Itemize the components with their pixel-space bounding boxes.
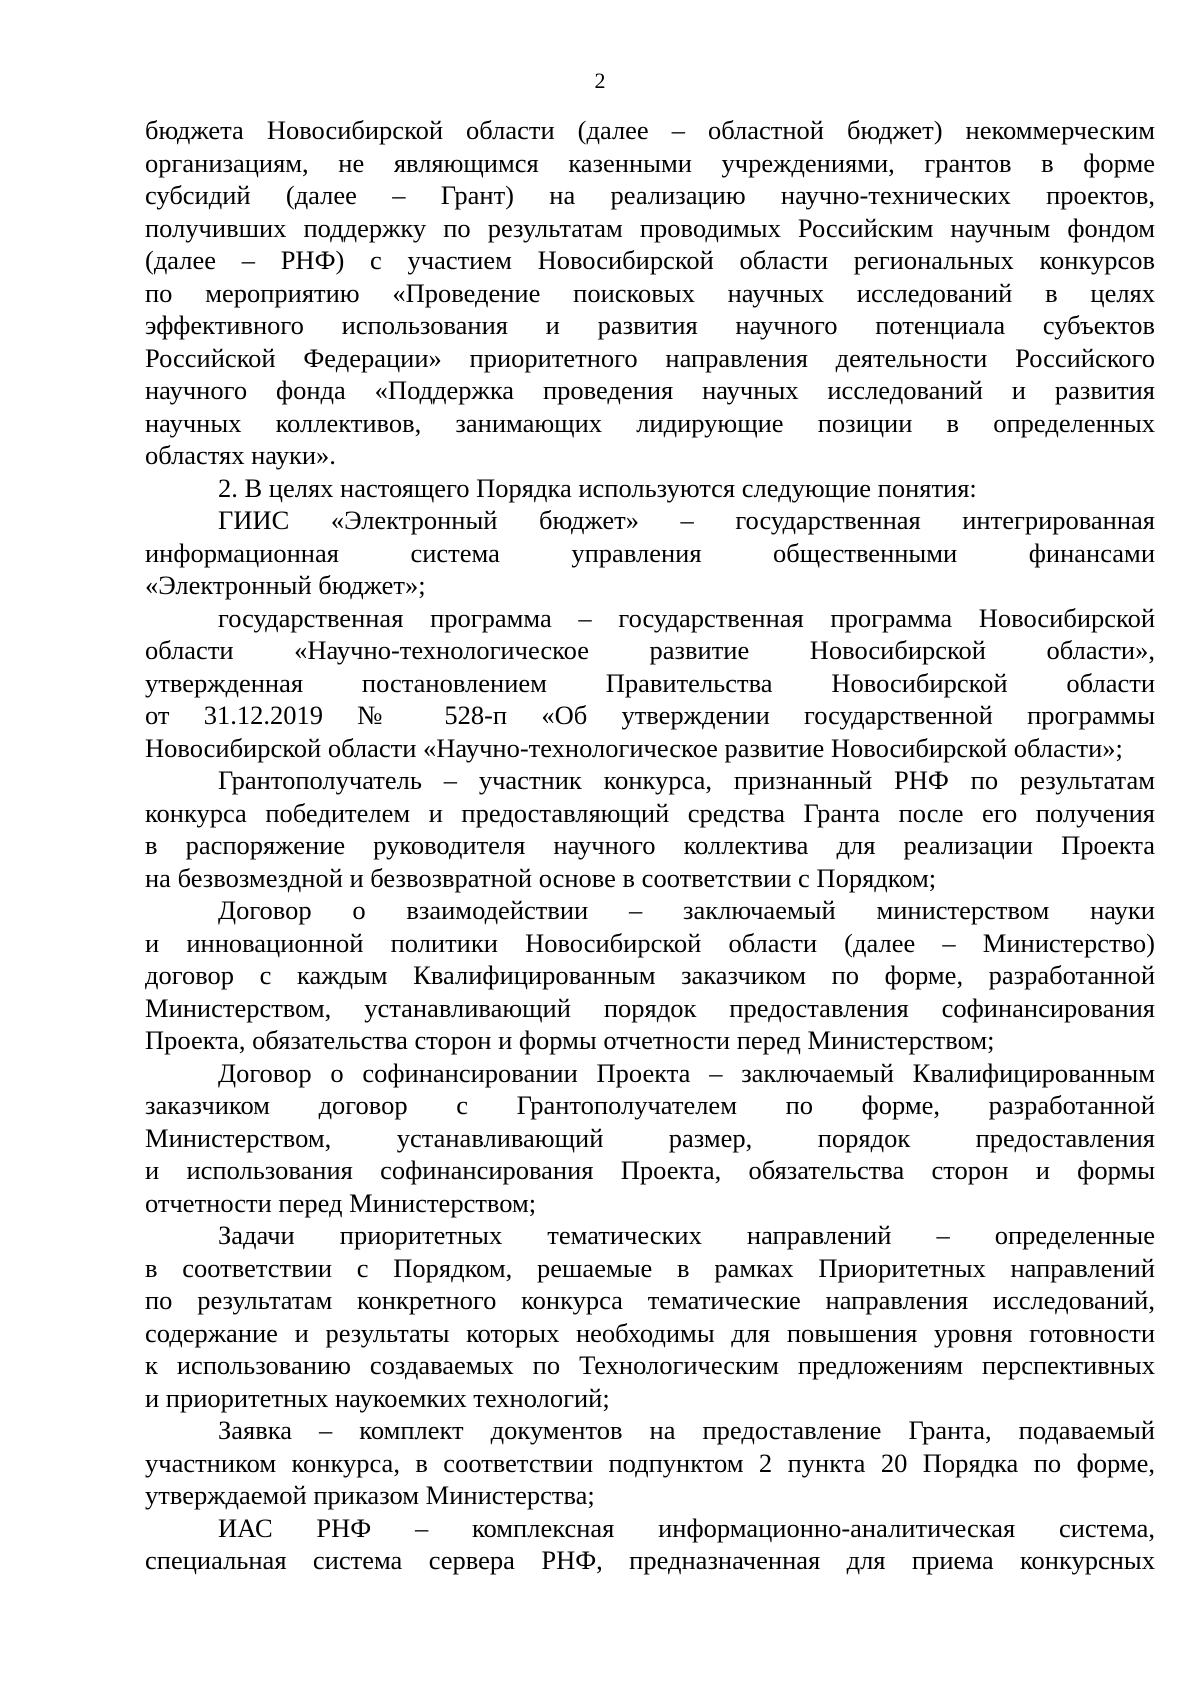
text-line: по результатам конкретного конкурса тематические направления исследований,	[145, 1285, 1155, 1315]
text-line: бюджета Новосибирской области (далее – областной бюджет) некоммерческим	[145, 115, 1155, 145]
text-line: государственная программа – государственная программа Новосибирской	[218, 602, 1155, 633]
text-line: специальная система сервера РНФ, предназначенная для приема конкурсных	[145, 1545, 1155, 1575]
text-line: субсидий (далее – Грант) на реализацию научно-технических проектов,	[145, 180, 1155, 210]
text-line: на безвозмездной и безвозвратной основе в соответствии с Порядком;	[145, 862, 937, 893]
text-line: области «Научно-технологическое развитие Новосибирской области»,	[145, 635, 1155, 665]
text-line: научного фонда «Поддержка проведения научных исследований и развития	[145, 375, 1155, 405]
text-line: и инновационной политики Новосибирской области (далее – Министерство)	[145, 927, 1155, 958]
text-line: участником конкурса, в соответствии подпунктом 2 пункта 20 Порядка по форме,	[145, 1447, 1155, 1478]
text-line: Договор о взаимодействии – заключаемый министерством науки	[218, 895, 1155, 925]
text-line: организациям, не являющимся казенными учреждениями, грантов в форме	[145, 147, 1155, 178]
paragraph	[145, 602, 1155, 765]
document-body	[145, 114, 1155, 1577]
text-line: областях науки».	[145, 440, 336, 470]
text-line: Новосибирской области «Научно-технологическое развитие Новосибирской области»;	[145, 732, 1123, 763]
text-line: Российской Федерации» приоритетного направления деятельности Российского	[145, 342, 1155, 373]
paragraph	[145, 1057, 1155, 1220]
paragraph	[145, 894, 1155, 1057]
text-line: (далее – РНФ) с участием Новосибирской области региональных конкурсов	[145, 245, 1155, 275]
text-line: «Электронный бюджет»;	[145, 570, 426, 600]
paragraph	[145, 764, 1155, 894]
paragraph	[145, 114, 1155, 472]
text-line: утверждаемой приказом Министерства;	[145, 1480, 595, 1510]
text-line: от 31.12.2019 № 528-п «Об утверждении государственной программы	[145, 700, 1155, 730]
paragraph	[145, 1414, 1155, 1512]
paragraph	[145, 1512, 1155, 1577]
text-line: ГИИС «Электронный бюджет» – государственная интегрированная	[218, 505, 1155, 535]
text-line: Договор о софинансировании Проекта – заключаемый Квалифицированным	[218, 1057, 1155, 1088]
text-line: и приоритетных наукоемких технологий;	[145, 1382, 610, 1413]
text-line: получивших поддержку по результатам проводимых Российским научным фондом	[145, 212, 1155, 243]
text-line: эффективного использования и развития научного потенциала субъектов	[145, 310, 1155, 340]
text-line: Проекта, обязательства сторон и формы отчетности перед Министерством;	[145, 1025, 995, 1055]
text-line: отчетности перед Министерством;	[145, 1187, 537, 1218]
text-line: Министерством, устанавливающий размер, порядок предоставления	[145, 1122, 1155, 1153]
text-line: Грантополучатель – участник конкурса, признанный РНФ по результатам	[218, 765, 1155, 795]
text-line: договор с каждым Квалифицированным заказчиком по форме, разработанной	[145, 960, 1155, 990]
text-line: утвержденная постановлением Правительства Новосибирской области	[145, 667, 1155, 698]
text-line: информационная система управления общественными финансами	[145, 537, 1155, 568]
text-line: Министерством, устанавливающий порядок предоставления софинансирования	[145, 992, 1155, 1023]
text-line: ИАС РНФ – комплексная информационно-аналитическая система,	[218, 1512, 1155, 1543]
text-line: научных коллективов, занимающих лидирующие позиции в определенных	[145, 407, 1155, 438]
text-line: конкурса победителем и предоставляющий средства Гранта после его получения	[145, 797, 1155, 828]
paragraph	[145, 1219, 1155, 1414]
text-line: Задачи приоритетных тематических направлений – определенные	[218, 1220, 1155, 1250]
text-line: в распоряжение руководителя научного коллектива для реализации Проекта	[145, 830, 1155, 860]
text-line: содержание и результаты которых необходимы для повышения уровня готовности	[145, 1317, 1155, 1348]
text-line: Заявка – комплект документов на предоставление Гранта, подаваемый	[218, 1415, 1155, 1445]
text-line: в соответствии с Порядком, решаемые в рамках Приоритетных направлений	[145, 1252, 1155, 1283]
text-line: заказчиком договор с Грантополучателем по форме, разработанной	[145, 1090, 1155, 1120]
text-line: к использованию создаваемых по Технологическим предложениям перспективных	[145, 1350, 1155, 1380]
paragraph	[145, 472, 1155, 505]
paragraph	[145, 504, 1155, 602]
text-line: и использования софинансирования Проекта, обязательства сторон и формы	[145, 1155, 1155, 1185]
text-line: по мероприятию «Проведение поисковых научных исследований в целях	[145, 277, 1155, 308]
page-number: 2	[594, 68, 606, 93]
text-line: 2. В целях настоящего Порядка используются следующие понятия:	[218, 472, 977, 503]
